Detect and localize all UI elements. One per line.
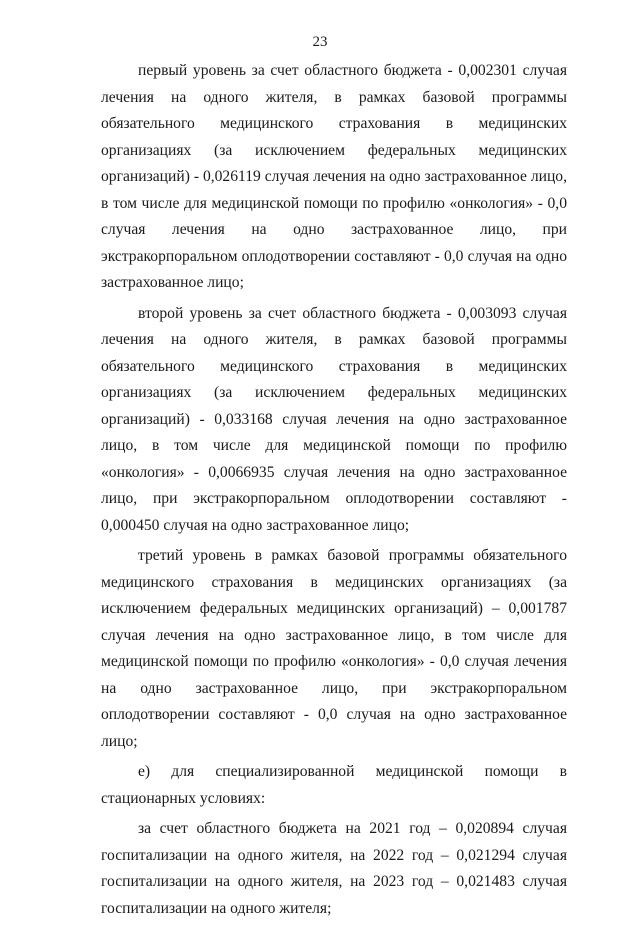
paragraph-third-level: третий уровень в рамках базовой программы обязательного медицинского страхования в медицинских организациях (за исключением федеральных медицинских организаций) – 0,001787 случая лечения на одно застрахованное лицо, в том числе для медицинской помощи по профилю «онкология» - 0,0 случая лечения на одно застрахованное лицо, при экстракорпоральном оплодотворении составляют - 0,0 случая на одно застрахованное лицо;: [101, 547, 567, 750]
document-body: [101, 58, 567, 926]
paragraph-item-e: е) для специализированной медицинской помощи в стационарных условиях:: [101, 763, 567, 807]
paragraph-second-level: второй уровень за счет областного бюджета - 0,003093 случая лечения на одного жителя, в рамках базовой программы обязательного медицинского страхования в медицинских организациях (за исключением федеральных медицинских организаций) - 0,033168 случая лечения на одно застрахованное лицо, в том числе для медицинской помощи по профилю «онкология» - 0,0066935 случая лечения на одно застрахованное лицо, при экстракорпоральном оплодотворении составляют - 0,000450 случая на одно застрахованное лицо;: [101, 304, 567, 534]
paragraph-first-level: первый уровень за счет областного бюджета - 0,002301 случая лечения на одного жителя, в рамках базовой программы обязательного медицинского страхования в медицинских организациях (за исключением федеральных медицинских организаций) - 0,026119 случая лечения на одно застрахованное лицо, в том числе для медицинской помощи по профилю «онкология» - 0,0 случая лечения на одно застрахованное лицо, при экстракорпоральном оплодотворении составляют - 0,0 случая на одно застрахованное лицо;: [101, 62, 567, 291]
paragraph-regional-budget: за счет областного бюджета на 2021 год – 0,020894 случая госпитализации на одного жителя, на 2022 год – 0,021294 случая госпитализации на одного жителя, на 2023 год – 0,021483 случая госпитализации на одного жителя;: [101, 820, 567, 917]
page-number: 23: [312, 34, 328, 50]
